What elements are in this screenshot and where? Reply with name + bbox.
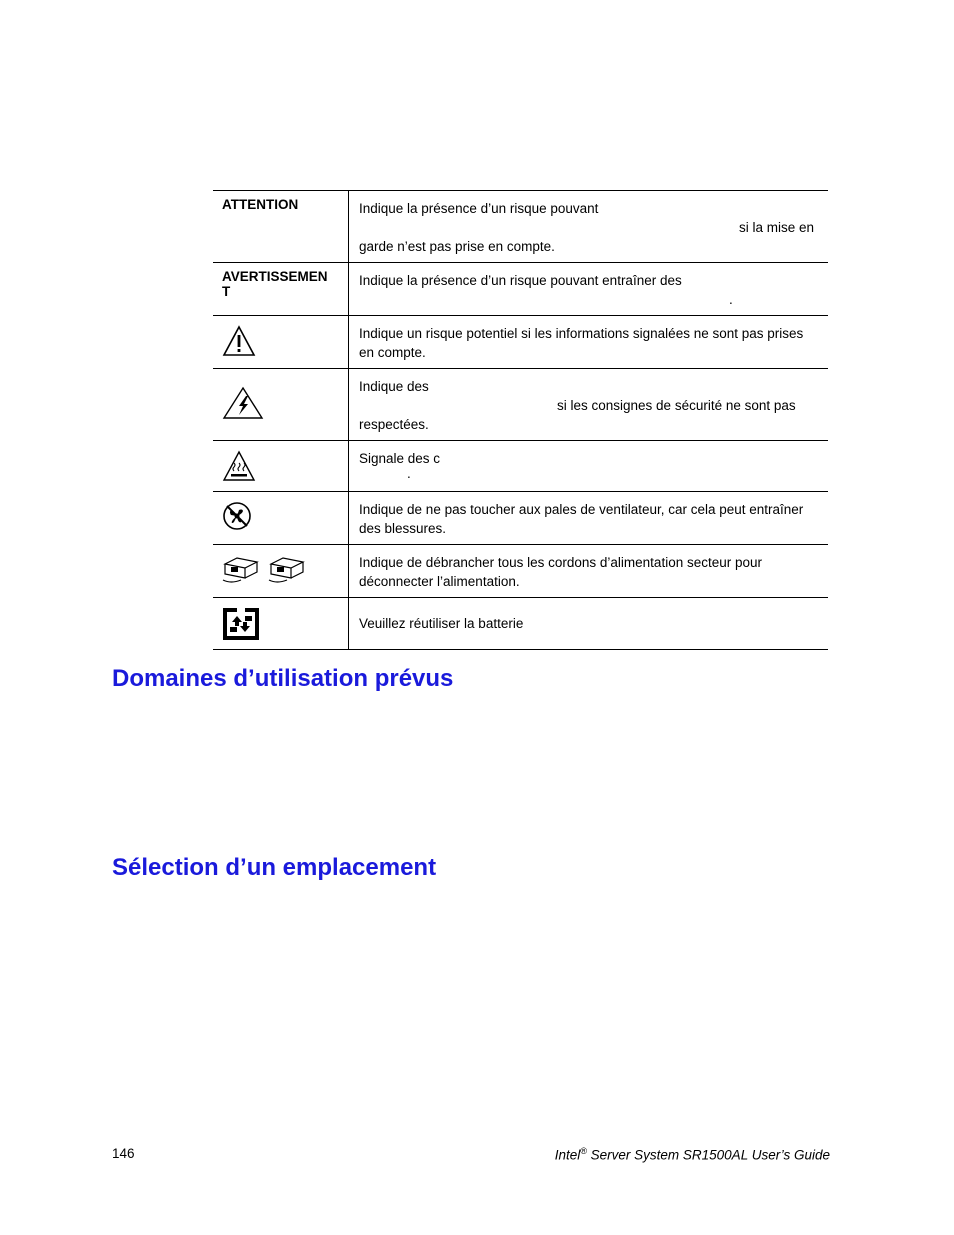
description-text: Indique un risque potentiel si les informations signalées ne sont pas prises en compte. <box>359 326 804 360</box>
description-text: Indique de débrancher tous les cordons d’alimentation secteur pour déconnecter l’alimentation. <box>359 555 763 589</box>
table-row <box>213 191 828 263</box>
symbol-cell <box>213 492 349 545</box>
symbol-cell <box>213 598 349 650</box>
description-cell <box>349 316 829 369</box>
keyword-avertissement: AVERTISSEMEN T <box>222 269 328 299</box>
table-row <box>213 492 828 545</box>
description-cell <box>349 191 829 263</box>
symbol-cell <box>213 545 349 598</box>
symbol-cell <box>213 316 349 369</box>
footer-guide-title <box>555 1146 830 1163</box>
warning-triangle-icon <box>222 325 256 357</box>
description-text: Indique des <box>359 379 429 394</box>
description-cell <box>349 369 829 441</box>
table-row <box>213 441 828 492</box>
page-number: 146 <box>112 1146 135 1161</box>
table-row <box>213 263 828 316</box>
description-text: Veuillez réutiliser la batterie <box>359 616 524 631</box>
description-fragment: si les consignes de sécurité ne sont pas <box>557 398 796 413</box>
registered-mark: ® <box>580 1146 587 1156</box>
description-fragment: . <box>407 466 411 481</box>
description-text: garde n’est pas prise en compte. <box>359 239 555 254</box>
symbol-cell <box>213 263 349 316</box>
table-row <box>213 598 828 650</box>
table-row <box>213 369 828 441</box>
description-text: Indique de ne pas toucher aux pales de ventilateur, car cela peut entraîner des blessures. <box>359 502 804 536</box>
hot-surface-icon <box>222 450 256 482</box>
description-cell <box>349 492 829 545</box>
battery-recycle-icon <box>222 607 260 641</box>
heading-intended-uses: Domaines d’utilisation prévus <box>112 665 454 692</box>
heading-site-selection: Sélection d’un emplacement <box>112 854 437 881</box>
symbol-cell <box>213 369 349 441</box>
keyword-attention: ATTENTION <box>222 197 299 212</box>
symbol-cell <box>213 441 349 492</box>
footer-title-rest: Server System SR1500AL User’s Guide <box>586 1147 830 1163</box>
description-fragment: . <box>729 292 733 307</box>
electrical-shock-icon <box>222 386 264 420</box>
table-row <box>213 316 828 369</box>
unplug-power-cords-icon <box>221 554 313 584</box>
symbol-cell <box>213 191 349 263</box>
footer-brand: Intel <box>554 1147 581 1163</box>
fan-blade-hazard-icon <box>222 501 252 531</box>
safety-symbols-table <box>213 190 828 650</box>
description-text: respectées. <box>359 417 429 432</box>
table-row <box>213 545 828 598</box>
description-text: Indique la présence d’un risque pouvant <box>359 201 599 216</box>
description-cell <box>349 441 829 492</box>
description-text: Signale des c <box>359 451 441 466</box>
description-cell <box>349 545 829 598</box>
description-text: Indique la présence d’un risque pouvant entraîner des <box>359 273 682 288</box>
description-cell <box>349 598 829 650</box>
description-cell <box>349 263 829 316</box>
description-fragment: si la mise en <box>738 220 814 235</box>
